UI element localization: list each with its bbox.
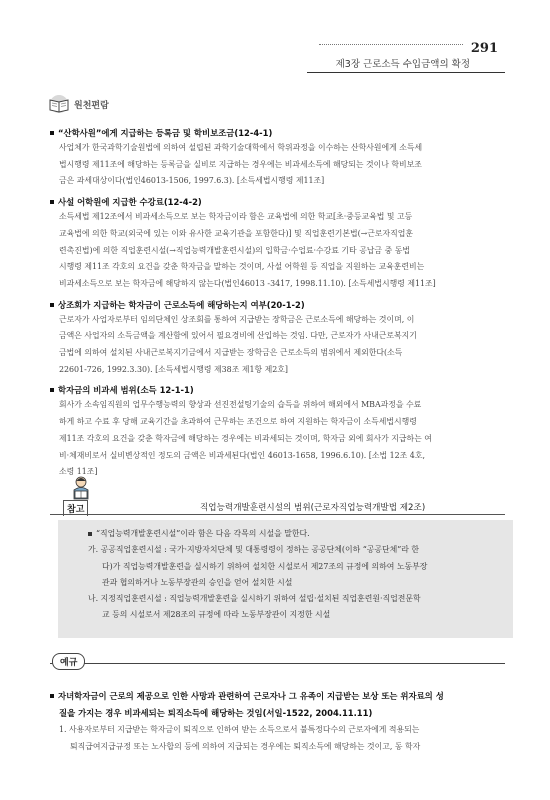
item-title: 상조회가 지급하는 학자금이 근로소득에 해당하는지 여부(20-1-2) xyxy=(50,298,505,312)
ruling-body: 1. 사용자로부터 지급받는 학자금이 퇴직으로 인하여 받는 소득으로서 불특정다수의 근로자에게 적용되는 퇴직급여지급규정 또는 노사합의 등에 의하여 지급되는 경우에는 퇴직소득에 해당하는 것이고, 동 학자 xyxy=(59,725,421,751)
item-title: 사설 어학원에 지급한 수강료(12-4-2) xyxy=(50,195,505,209)
note-box xyxy=(58,520,513,638)
note-item-ga: 가. 공공직업훈련시설 : 국가·지방자치단체 및 대통령령이 정하는 공공단체(이하 “공공단체”라 한 다)가 직업능력개발훈련을 실시하기 위하여 설치한 시설로서 제27조의 규정에 의하여 노동부장 관과 협의하거나 노동부장관의 승인을 얻어 설치한 시설 xyxy=(88,545,428,587)
main-content xyxy=(50,126,505,486)
note-divider xyxy=(50,514,505,515)
item-body: 소득세법 제12조에서 비과세소득으로 보는 학자금이라 함은 교육법에 의한 학교[초·중등교육법 및 고등 교육법에 의한 학교(외국에 있는 이와 유사한 교육기관을 포함한다)] 및 직업훈련기본법(→근로자직업훈 련촉진법)에 의한 직업훈련시설(→직업능력개발훈련시설)의 입학금·수업료·수강료 기타 공납금 중 동법 시행령 제11조 각호의 요건을 갖춘 학자금을 말하는 것이며, 사설 어학원 등 직업을 지원하는 교육훈련비는 비과세소득으로 보는 학자금에 해당하지 않는다(법인46013 -3417, 1998.11.10). [소득세법시행령 제11조] xyxy=(59,212,436,288)
bullet-icon xyxy=(50,388,54,392)
note-tab: 참고 xyxy=(63,500,88,516)
bullet-icon xyxy=(88,532,92,536)
chapter-title: 제3장 근로소득 수입금액의 확정 xyxy=(335,59,470,70)
reading-person-icon xyxy=(68,475,94,501)
bullet-icon xyxy=(50,200,54,204)
section-label xyxy=(48,94,109,114)
open-book-icon xyxy=(48,94,70,114)
bullet-icon xyxy=(50,131,54,135)
page-header xyxy=(0,0,550,80)
ruling-title: 자녀학자금이 근로의 제공으로 인한 사망과 관련하여 근로자나 그 유족이 지급받는 보상 또는 위자료의 성 질을 가지는 경우 비과세되는 퇴직소득에 해당하는 것임(서일-1522, 2004.11.11) xyxy=(50,688,505,722)
item-3 xyxy=(50,298,505,379)
item-title: “산학사원”에게 지급하는 등록금 및 학비보조금(12-4-1) xyxy=(50,126,505,140)
bullet-icon xyxy=(50,303,54,307)
section-label-text: 원천편람 xyxy=(74,100,109,111)
note-intro: “직업능력개발훈련시설”이라 함은 다음 각목의 시설을 말한다. xyxy=(88,526,489,542)
item-2 xyxy=(50,195,505,293)
note-item-na: 나. 지정직업훈련시설 : 직업능력개발훈련을 실시하기 위하여 설립·설치된 직업훈련원·직업전문학 교 등의 시설로서 제28조의 규정에 따라 노동부장관이 지정한 시설 xyxy=(88,594,421,620)
note-title: 직업능력개발훈련시설의 범위(근로자직업능력개발법 제2조) xyxy=(200,503,426,513)
note-header xyxy=(50,475,505,515)
rulings-content xyxy=(50,688,505,755)
item-body: 근로자가 사업자로부터 임의단체인 상조회를 통하여 지급받는 장학금은 근로소득에 해당하는 것이며, 이 금액은 사업자의 소득금액을 계산함에 있어서 필요경비에 산입하는 것임. 다만, 근로자가 사내근로복지기 금법에 의하여 설치된 사내근로복지기금에서 지급받는 장학금은 근로소득의 범위에서 제외한다(소득 22601-726, 1992.3.30). [소득세법시행령 제38조 제1항 제2호] xyxy=(59,314,417,374)
item-4 xyxy=(50,383,505,481)
rulings-label: 예규 xyxy=(52,653,85,670)
rulings-divider xyxy=(50,663,505,664)
item-title: 학자금의 비과세 범위(소득 12-1-1) xyxy=(50,383,505,397)
header-dotted-line xyxy=(319,44,463,45)
header-rule xyxy=(307,72,505,73)
bullet-icon xyxy=(50,694,54,698)
page-number: 291 xyxy=(470,41,498,56)
item-1 xyxy=(50,126,505,190)
item-body: 회사가 소속임직원의 업무수행능력의 향상과 선진전설팅기술의 습득을 위하여 해외에서 MBA과정을 수료 하게 하고 수료 후 당해 교육기간을 초과하여 근무하는 조건으로 하여 지원하는 학자금이 소득세법시행령 제11조 각호의 요건을 갖춘 학자금에 해당하는 경우에는 비과세되는 것이며, 학자금 외에 회사가 지급하는 여 비·체재비로서 실비변상적인 정도의 금액은 비과세된다(법인 46013-1658, 1996.6.10). [소법 12조 4호, 소령 11조] xyxy=(59,400,432,477)
item-body: 사업체가 한국과학기술원법에 의하여 설립된 과학기술대학에서 학위과정을 이수하는 산학사원에게 소득세 법시행령 제11조에 해당하는 등록금을 실비로 지급하는 경우에는 비과세소득에 해당되는 것이나 학비보조 금은 과세대상이다(법인46013-1506, 1997.6.3). [소득세법시행령 제11조] xyxy=(59,143,423,186)
